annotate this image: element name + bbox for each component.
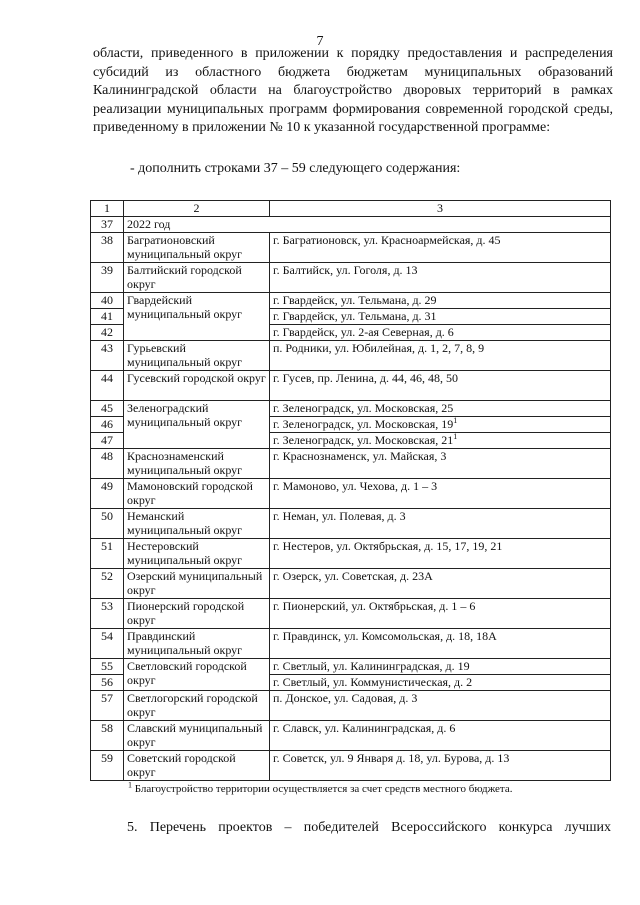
table-row — [91, 341, 611, 371]
address-cell: г. Гвардейск, ул. 2-ая Северная, д. 6 — [270, 325, 611, 341]
projects-table — [90, 200, 611, 781]
header-cell: 1 — [91, 201, 124, 217]
municipality-cell: Гурьевский муниципальный округ — [124, 341, 270, 371]
row-number: 43 — [91, 341, 124, 371]
address-cell — [270, 417, 611, 433]
municipality-cell: Гвардейский муниципальный округ — [124, 293, 270, 341]
municipality-cell: Правдинский муниципальный округ — [124, 629, 270, 659]
table-row — [91, 293, 611, 309]
table-row — [91, 629, 611, 659]
address-cell: г. Озерск, ул. Советская, д. 23А — [270, 569, 611, 599]
row-number: 42 — [91, 325, 124, 341]
footnote-ref: 1 — [453, 416, 458, 425]
table-row — [91, 539, 611, 569]
municipality-cell: Светлогорский городской округ — [124, 691, 270, 721]
address-cell: г. Славск, ул. Калининградская, д. 6 — [270, 721, 611, 751]
municipality-cell: Пионерский городской округ — [124, 599, 270, 629]
row-number: 54 — [91, 629, 124, 659]
table-row — [91, 659, 611, 675]
table-row — [91, 233, 611, 263]
page-number: 7 — [316, 34, 324, 49]
municipality-cell: Светловский городской округ — [124, 659, 270, 691]
footnote — [128, 780, 513, 795]
address-cell: г. Гусев, пр. Ленина, д. 44, 46, 48, 50 — [270, 371, 611, 401]
row-number: 55 — [91, 659, 124, 675]
municipality-cell: Славский муниципальный округ — [124, 721, 270, 751]
row-number: 50 — [91, 509, 124, 539]
table-row — [91, 449, 611, 479]
municipality-cell: Гусевский городской округ — [124, 371, 270, 401]
address-cell: г. Советск, ул. 9 Января д. 18, ул. Бурова, д. 13 — [270, 751, 611, 781]
address-cell: г. Гвардейск, ул. Тельмана, д. 31 — [270, 309, 611, 325]
row-number: 44 — [91, 371, 124, 401]
table-row — [91, 721, 611, 751]
section-heading: 5. Перечень проектов – победителей Всероссийского конкурса лучших — [127, 820, 611, 835]
footnote-mark: 1 — [128, 780, 132, 790]
address-cell: г. Светлый, ул. Коммунистическая, д. 2 — [270, 675, 611, 691]
row-number: 41 — [91, 309, 124, 325]
footnote-ref: 1 — [453, 432, 458, 441]
municipality-cell: Балтийский городской округ — [124, 263, 270, 293]
address-cell: п. Донское, ул. Садовая, д. 3 — [270, 691, 611, 721]
row-number: 39 — [91, 263, 124, 293]
row-number: 57 — [91, 691, 124, 721]
row-number: 45 — [91, 401, 124, 417]
row-number: 59 — [91, 751, 124, 781]
row-number: 48 — [91, 449, 124, 479]
row-number: 47 — [91, 433, 124, 449]
address-cell: г. Пионерский, ул. Октябрьская, д. 1 – 6 — [270, 599, 611, 629]
row-number: 38 — [91, 233, 124, 263]
row-number: 37 — [91, 217, 124, 233]
municipality-cell: Неманский муниципальный округ — [124, 509, 270, 539]
body-paragraph: области, приведенного в приложении к порядку предоставления и распределения субсидий из областного бюджета бюджетам муниципальных образований Калининградской области на благоустройство дворовых территорий в рамках реализации муниципальных программ формирования современной городской среды, приведенному в приложении № 10 к указанной государственной программе: — [93, 46, 613, 136]
address-cell: г. Неман, ул. Полевая, д. 3 — [270, 509, 611, 539]
address-text: г. Зеленоградск, ул. Московская, 21 — [273, 433, 454, 447]
row-number: 56 — [91, 675, 124, 691]
table-row — [91, 509, 611, 539]
address-cell: г. Багратионовск, ул. Красноармейская, д. 45 — [270, 233, 611, 263]
table-row — [91, 263, 611, 293]
address-cell: г. Мамоново, ул. Чехова, д. 1 – 3 — [270, 479, 611, 509]
address-text: г. Зеленоградск, ул. Московская, 19 — [273, 417, 454, 431]
address-cell — [270, 433, 611, 449]
table-row — [91, 599, 611, 629]
municipality-cell: Краснознаменский муниципальный округ — [124, 449, 270, 479]
address-cell: г. Светлый, ул. Калининградская, д. 19 — [270, 659, 611, 675]
municipality-cell: Мамоновский городской округ — [124, 479, 270, 509]
address-cell: г. Правдинск, ул. Комсомольская, д. 18, 18А — [270, 629, 611, 659]
table-header-row — [91, 201, 611, 217]
table-row — [91, 751, 611, 781]
row-number: 52 — [91, 569, 124, 599]
municipality-cell: Зеленоградский муниципальный округ — [124, 401, 270, 449]
address-cell: п. Родники, ул. Юбилейная, д. 1, 2, 7, 8, 9 — [270, 341, 611, 371]
table-row — [91, 371, 611, 401]
list-item: - дополнить строками 37 – 59 следующего содержания: — [130, 161, 461, 176]
municipality-cell: Советский городской округ — [124, 751, 270, 781]
address-cell: г. Краснознаменск, ул. Майская, 3 — [270, 449, 611, 479]
municipality-cell: Озерский муниципальный округ — [124, 569, 270, 599]
address-cell: г. Балтийск, ул. Гоголя, д. 13 — [270, 263, 611, 293]
year-label: 2022 год — [124, 217, 611, 233]
footnote-text: Благоустройство территории осуществляется за счет средств местного бюджета. — [132, 783, 513, 795]
municipality-cell: Багратионовский муниципальный округ — [124, 233, 270, 263]
table-row — [91, 479, 611, 509]
row-number: 53 — [91, 599, 124, 629]
row-number: 40 — [91, 293, 124, 309]
address-cell: г. Гвардейск, ул. Тельмана, д. 29 — [270, 293, 611, 309]
table-row — [91, 217, 611, 233]
address-cell: г. Зеленоградск, ул. Московская, 25 — [270, 401, 611, 417]
row-number: 49 — [91, 479, 124, 509]
table-row — [91, 691, 611, 721]
table-row — [91, 569, 611, 599]
header-cell: 2 — [124, 201, 270, 217]
row-number: 51 — [91, 539, 124, 569]
row-number: 58 — [91, 721, 124, 751]
municipality-cell: Нестеровский муниципальный округ — [124, 539, 270, 569]
row-number: 46 — [91, 417, 124, 433]
address-cell: г. Нестеров, ул. Октябрьская, д. 15, 17, 19, 21 — [270, 539, 611, 569]
header-cell: 3 — [270, 201, 611, 217]
table-row — [91, 401, 611, 417]
